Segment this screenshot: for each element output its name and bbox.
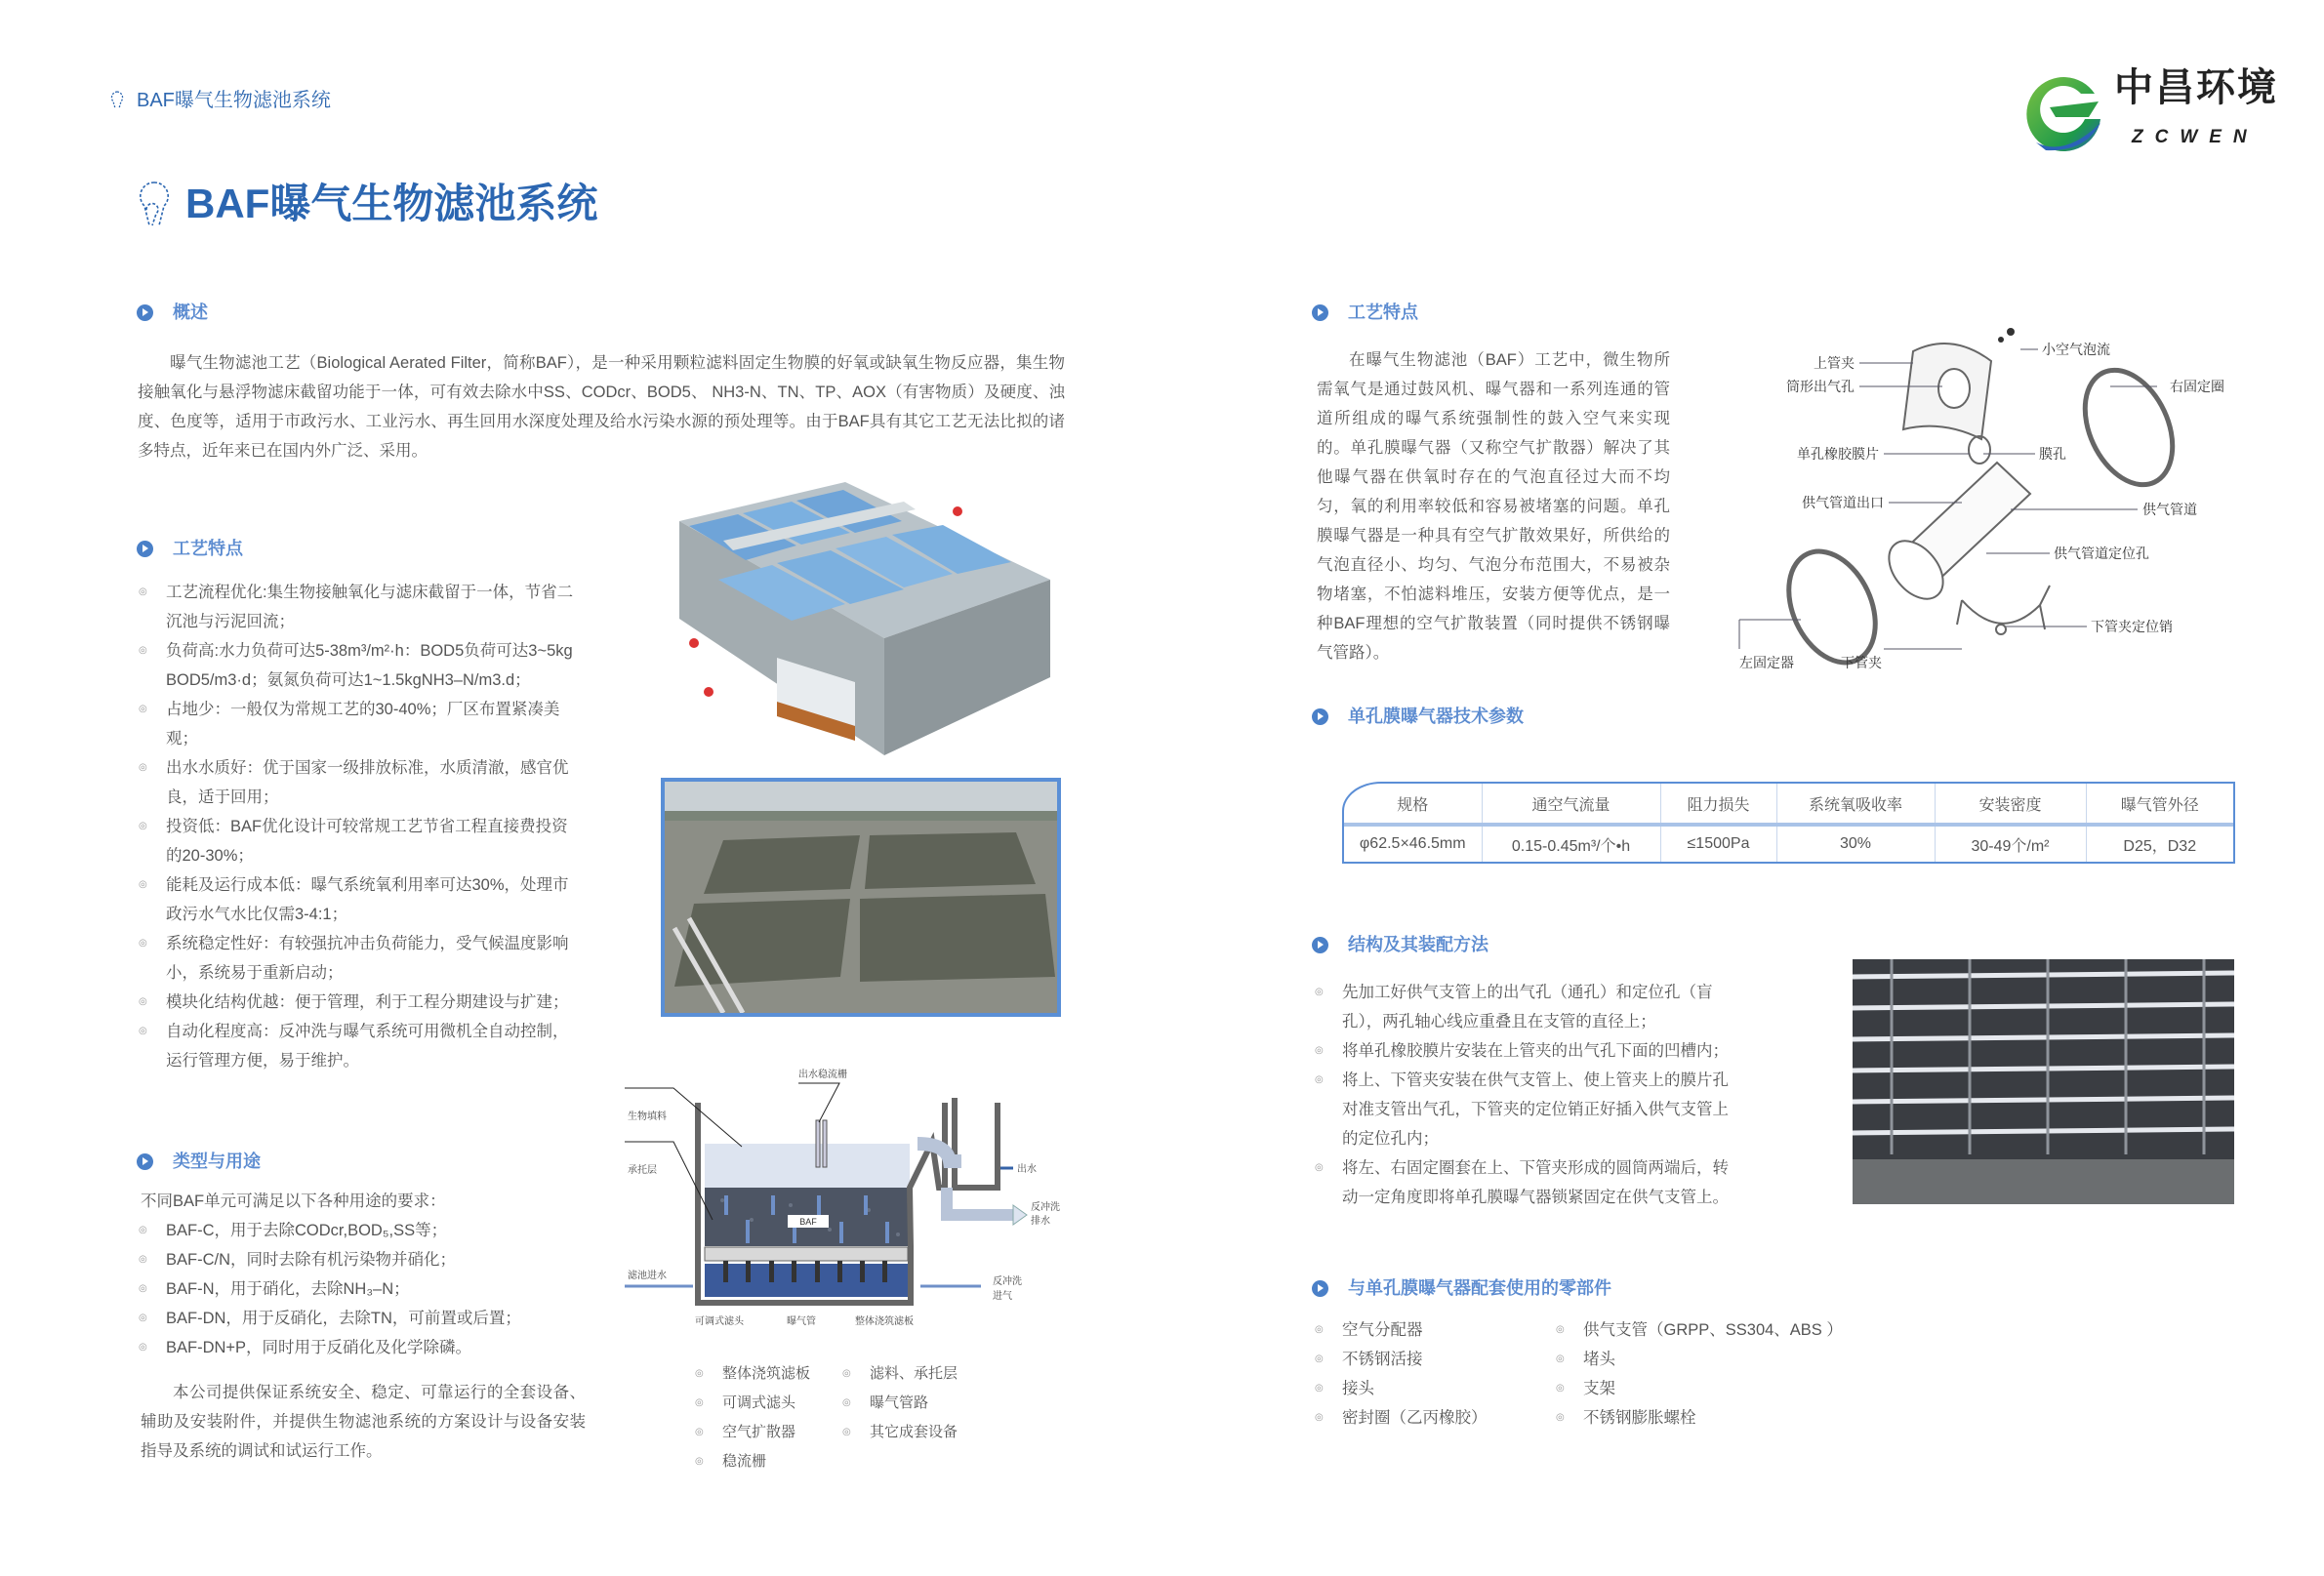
breadcrumb-text: BAF曝气生物滤池系统 xyxy=(137,90,331,111)
diagram-label-media: 生物填料 xyxy=(628,1111,667,1122)
diagram-label-baf: BAF xyxy=(799,1217,817,1227)
list-item: ◎ 供气支管（GRPP、SS304、ABS ） xyxy=(1556,1315,1878,1345)
list-item: ◎ 能耗及运行成本低：曝气系统氧利用率可达30%，处理市政污水气水比仅需3-4:1； xyxy=(139,870,583,929)
table-header: 通空气流量 xyxy=(1482,784,1660,825)
label-membrane-hole: 膜孔 xyxy=(2039,446,2066,462)
list-item: ◎ 密封圈（乙丙橡胶） xyxy=(1315,1403,1549,1433)
table-row xyxy=(1344,825,2233,862)
list-item: ◎ 系统稳定性好：有较强抗冲击负荷能力，受气候温度影响小，系统易于重新启动； xyxy=(139,929,583,988)
list-item: ◎ 将单孔橡胶膜片安装在上管夹的出气孔下面的凹槽内； xyxy=(1315,1036,1734,1066)
diagram-label-filter-plate: 整体浇筑滤板 xyxy=(855,1316,914,1327)
company-logo xyxy=(2017,61,2300,158)
diagram-label-backwash-air: 反冲洗 xyxy=(993,1276,1022,1287)
section-heading-text: 类型与用途 xyxy=(173,1152,261,1171)
page-title xyxy=(137,179,597,229)
list-item: ◎ BAF-N，用于硝化，去除NH₃–N； xyxy=(139,1274,597,1304)
diagram-label-outlet: 出水 xyxy=(1017,1164,1037,1175)
section-heading-overview xyxy=(137,301,208,324)
table-cell: 0.15-0.45m³/个•h xyxy=(1482,825,1660,862)
arrow-circle-icon xyxy=(1312,304,1328,321)
label-left-fixer: 左固定器 xyxy=(1739,655,1794,670)
diagram-label-nozzle: 可调式滤头 xyxy=(695,1316,744,1327)
label-lower-clamp: 下管夹 xyxy=(1841,655,1882,670)
logo-chinese-name: 中昌环境 xyxy=(2114,66,2278,109)
section-heading-assembly xyxy=(1312,933,1488,956)
label-small-bubbles: 小空气泡流 xyxy=(2042,342,2110,357)
bulb-outline-icon xyxy=(109,91,125,110)
list-item: ◎ 出水水质好：优于国家一级排放标准，水质清澈，感官优良，适于回用； xyxy=(139,753,583,812)
list-item: ◎ 接头 xyxy=(1315,1374,1549,1403)
parts-list-2 xyxy=(1556,1315,1878,1433)
table-header: 规格 xyxy=(1344,784,1482,825)
features-list xyxy=(139,578,583,1075)
list-item: ◎ 将上、下管夹安装在供气支管上、使上管夹上的膜片孔对准支管出气孔，下管夹的定位销正好插入供气支管上的定位孔内； xyxy=(1315,1066,1734,1153)
section-heading-text: 概述 xyxy=(173,303,208,322)
label-membrane: 单孔橡胶膜片 xyxy=(1797,446,1879,462)
list-item: ◎ 占地少：一般仅为常规工艺的30-40%；厂区布置紧凑美观； xyxy=(139,695,583,753)
baf-site-photo xyxy=(661,778,1061,1017)
components-list-1 xyxy=(695,1359,832,1476)
section-heading-text: 与单孔膜曝气器配套使用的零部件 xyxy=(1348,1278,1611,1298)
arrow-circle-icon xyxy=(1312,1280,1328,1297)
section-heading-types xyxy=(137,1150,261,1173)
diagram-label-backwash-drain: 反冲洗 xyxy=(1031,1202,1060,1213)
label-pipe-locating-hole: 供气管道定位孔 xyxy=(2054,546,2149,561)
logo-mark-icon xyxy=(2017,64,2106,154)
table-header: 安装密度 xyxy=(1935,784,2086,825)
list-item: ◎ 将左、右固定圈套在上、下管夹形成的圆筒两端后，转动一定角度即将单孔膜曝气器锁紧固定在供气支管上。 xyxy=(1315,1153,1734,1212)
diagram-label-inlet: 滤池进水 xyxy=(628,1271,667,1281)
table-header: 系统氧吸收率 xyxy=(1776,784,1935,825)
table-cell: ≤1500Pa xyxy=(1660,825,1776,862)
list-item: ◎ 负荷高:水力负荷可达5-38m³/m²·h：BOD5负荷可达3~5kg BOD5/m3·d；氨氮负荷可达1~1.5kgNH3–N/m3.d； xyxy=(139,636,583,695)
process-paragraph: 在曝气生物滤池（BAF）工艺中，微生物所需氧气是通过鼓风机、曝气器和一系列连通的管道所组成的曝气系统强制性的鼓入空气来实现的。单孔膜曝气器（又称空气扩散器）解决了其他曝气器在供氧时存在的气泡直径过大而不均匀，氧的利用率较低和容易被堵塞的问题。单孔膜曝气器是一种具有空气扩散效果好，所供给的气泡直径小、均匀、气泡分布范围大，不易被杂物堵塞，不怕滤料堆压，安装方便等优点，是一种BAF理想的空气扩散装置（同时提供不锈钢曝气管路）。 xyxy=(1317,351,1670,662)
list-item: ◎ 不锈钢膨胀螺栓 xyxy=(1556,1403,1878,1433)
params-table xyxy=(1344,784,2233,862)
arrow-circle-icon xyxy=(1312,708,1328,725)
label-lower-clamp-pin: 下管夹定位销 xyxy=(2091,619,2173,634)
diagram-label-backwash-air: 进气 xyxy=(993,1291,1012,1302)
baf-3d-render-image xyxy=(660,472,1064,765)
params-table-frame xyxy=(1342,782,2235,864)
label-upper-clamp: 上管夹 xyxy=(1814,355,1855,371)
list-item: ◎ BAF-DN+P，同时用于反硝化及化学除磷。 xyxy=(139,1333,597,1362)
list-item: ◎ 其它成套设备 xyxy=(842,1418,999,1447)
list-item: ◎ 自动化程度高：反冲洗与曝气系统可用微机全自动控制，运行管理方便，易于维护。 xyxy=(139,1017,583,1075)
list-item: ◎ 滤料、承托层 xyxy=(842,1359,999,1389)
bulb-outline-icon xyxy=(137,181,172,227)
list-item: ◎ BAF-C，用于去除CODcr,BOD₅,SS等； xyxy=(139,1216,597,1245)
label-right-ring: 右固定圈 xyxy=(2170,379,2224,394)
table-cell: 30-49个/m² xyxy=(1935,825,2086,862)
diagram-label-aeration-pipe: 曝气管 xyxy=(787,1316,816,1327)
list-item: ◎ 模块化结构优越：便于管理，利于工程分期建设与扩建； xyxy=(139,988,583,1017)
section-heading-text: 工艺特点 xyxy=(173,539,243,558)
section-heading-text: 工艺特点 xyxy=(1348,303,1418,322)
list-item: ◎ 空气扩散器 xyxy=(695,1418,832,1447)
label-supply-pipe: 供气管道 xyxy=(2142,502,2197,517)
types-list xyxy=(139,1216,597,1362)
list-item: ◎ 空气分配器 xyxy=(1315,1315,1549,1345)
list-item: ◎ 堵头 xyxy=(1556,1345,1878,1374)
arrow-circle-icon xyxy=(137,1153,153,1170)
list-item: ◎ 整体浇筑滤板 xyxy=(695,1359,832,1389)
breadcrumb xyxy=(109,88,331,113)
parts-list-1 xyxy=(1315,1315,1549,1433)
photo-placeholder xyxy=(665,782,1057,1013)
assembly-list xyxy=(1315,978,1734,1212)
diagram-label-support-layer: 承托层 xyxy=(628,1165,657,1176)
list-item: ◎ 曝气管路 xyxy=(842,1389,999,1418)
list-item: ◎ 工艺流程优化:集生物接触氧化与滤床截留于一体，节省二沉池与污泥回流； xyxy=(139,578,583,636)
label-outlet-hole: 筒形出气孔 xyxy=(1786,379,1855,394)
label-pipe-outlet: 供气管道出口 xyxy=(1802,495,1884,510)
service-paragraph: 本公司提供保证系统安全、稳定、可靠运行的全套设备、辅助及安装附件，并提供生物滤池系统的方案设计与设备安装指导及系统的调试和试运行工作。 xyxy=(141,1384,586,1460)
section-heading-process xyxy=(1312,301,1418,324)
table-cell: D25，D32 xyxy=(2123,837,2197,855)
components-list-2 xyxy=(842,1359,999,1447)
page-title-text: BAF曝气生物滤池系统 xyxy=(185,181,598,226)
list-item: ◎ 支架 xyxy=(1556,1374,1878,1403)
diffuser-exploded-diagram xyxy=(1728,312,2294,673)
section-heading-text: 单孔膜曝气器技术参数 xyxy=(1348,707,1524,726)
list-item: ◎ 可调式滤头 xyxy=(695,1389,832,1418)
overview-paragraph: 曝气生物滤池工艺（Biological Aerated Filter，简称BAF），是一种采用颗粒滤料固定生物膜的好氧或缺氧生物反应器，集生物接触氧化与悬浮物滤床截留功能于一体，可有效去除水中SS、CODcr、BOD5、 NH3-N、TN、TP、AOX（有害物质）及硬度、浊度、色度等，适用于市政污水、工业污水、再生回用水深度处理及给水污染水源的预处理等。由于BAF具有其它工艺无法比拟的诸多特点，近年来已在国内外广泛、采用。 xyxy=(138,354,1065,460)
table-header: 曝气管外径 xyxy=(2120,796,2199,814)
arrow-circle-icon xyxy=(137,304,153,321)
table-cell: 30% xyxy=(1776,825,1935,862)
list-item: ◎ 先加工好供气支管上的出气孔（通孔）和定位孔（盲孔），两孔轴心线应重叠且在支管的直径上； xyxy=(1315,978,1734,1036)
section-heading-features xyxy=(137,537,243,560)
diagram-label-backwash-drain: 排水 xyxy=(1031,1216,1050,1227)
list-item: ◎ 投资低：BAF优化设计可较常规工艺节省工程直接费投资的20-30%； xyxy=(139,812,583,870)
list-item: ◎ BAF-C/N，同时去除有机污染物并硝化； xyxy=(139,1245,597,1274)
aeration-pipes-photo xyxy=(1853,959,2234,1204)
types-intro: 不同BAF单元可满足以下各种用途的要求： xyxy=(141,1192,446,1210)
table-header: 阻力损失 xyxy=(1660,784,1776,825)
table-header-row xyxy=(1344,784,2233,825)
arrow-circle-icon xyxy=(1312,937,1328,953)
logo-english-name: ZCWEN xyxy=(2132,127,2259,147)
section-heading-params xyxy=(1312,705,1524,728)
table-cell: φ62.5×46.5mm xyxy=(1344,825,1482,862)
list-item: ◎ 不锈钢活接 xyxy=(1315,1345,1549,1374)
arrow-circle-icon xyxy=(137,541,153,557)
section-heading-text: 结构及其装配方法 xyxy=(1348,935,1488,954)
list-item: ◎ 稳流栅 xyxy=(695,1447,832,1476)
section-heading-parts xyxy=(1312,1276,1611,1300)
diagram-label-outlet-grid: 出水稳流栅 xyxy=(798,1070,847,1080)
baf-cross-section-diagram xyxy=(625,1064,1093,1347)
list-item: ◎ BAF-DN，用于反硝化，去除TN，可前置或后置； xyxy=(139,1304,597,1333)
